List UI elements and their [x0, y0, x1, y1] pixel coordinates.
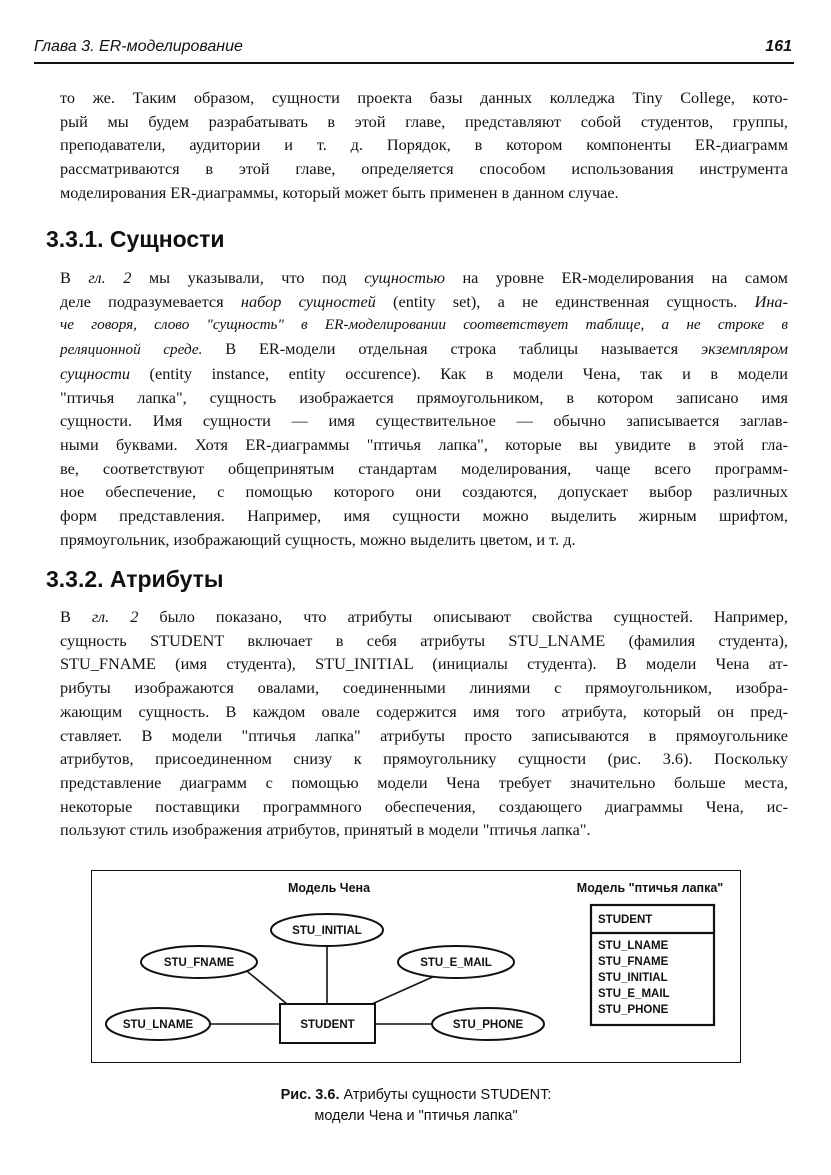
crowsfoot-entity-name: STUDENT	[598, 914, 653, 926]
crowsfoot-attribute: STU_LNAME	[598, 940, 669, 952]
er-diagram-svg	[92, 871, 742, 1064]
text-line: В гл. 2 мы указывали, что под сущностью на уровне ER-моделирования на самом	[60, 268, 788, 287]
attribute-label: STU_FNAME	[163, 957, 235, 969]
text-line: атрибутов, присоединенном снизу к прямоугольнику сущности (рис. 3.6). Поскольку	[60, 749, 788, 769]
text-line: В гл. 2 было показано, что атрибуты описывают свойства сущностей. Например,	[60, 607, 788, 626]
text-line: ное обеспечение, с помощью которого они создаются, допускает выбор различных	[60, 482, 788, 502]
crowsfoot-model-title: Модель "птичья лапка"	[576, 881, 724, 895]
text-line: некоторые поставщики программного обеспечения, создающего диаграммы Чена, ис-	[60, 796, 788, 816]
intro-paragraph	[60, 86, 788, 205]
entities-paragraph	[60, 266, 788, 551]
page-number: 161	[765, 38, 792, 55]
text-line: рый мы будем разрабатывать в этой главе, представляют собой студентов, группы,	[60, 111, 788, 131]
crowsfoot-attribute: STU_FNAME	[598, 956, 669, 968]
text-line: сущности. Имя сущности — имя существительное — обычно записывается заглав-	[60, 411, 788, 431]
figure-caption	[90, 1085, 742, 1127]
text-line: преподаватели, аудитории и т. д. Порядок, в котором компоненты ER-диаграмм	[60, 135, 788, 155]
text-line: пользуют стиль изображения атрибутов, принятый в модели "птичья лапка".	[60, 820, 591, 840]
text-line: рибуты изображаются овалами, соединенными линиями с прямоугольником, изобра-	[60, 678, 788, 698]
chen-model-title: Модель Чена	[287, 881, 371, 895]
text-line: представление диаграмм с помощью модели Чена требует значительно больше места,	[60, 772, 788, 792]
figure-er-diagram	[91, 870, 741, 1063]
section-heading-entities: 3.3.1. Сущности	[46, 226, 225, 252]
text-line: реляционной среде. В ER-модели отдельная строка таблицы называется экземпляром	[60, 339, 788, 359]
text-line: прямоугольник, изображающий сущность, можно выделить цветом, и т. д.	[60, 529, 576, 549]
crowsfoot-attribute: STU_E_MAIL	[598, 988, 670, 1000]
caption-line: модели Чена и "птичья лапка"	[314, 1108, 518, 1124]
text-line: моделирования ER-диаграммы, который может быть применен в данном случае.	[60, 182, 619, 202]
crowsfoot-attribute: STU_PHONE	[598, 1004, 669, 1016]
text-line: деле подразумевается набор сущностей (entity set), а не единственная сущность. Ина-	[60, 291, 788, 311]
caption-label: Рис. 3.6.	[280, 1087, 340, 1103]
text-line: жающим сущность. В каждом овале содержится имя того атрибута, который он пред-	[60, 701, 788, 721]
running-header	[34, 38, 794, 64]
attribute-label: STU_E_MAIL	[420, 957, 492, 969]
attribute-label: STU_PHONE	[452, 1019, 524, 1031]
text-line: сущность STUDENT включает в себя атрибуты STU_LNAME (фамилия студента),	[60, 630, 788, 650]
text-line: че говоря, слово "сущность" в ER-моделировании соответствует таблице, а не строке в	[60, 316, 788, 334]
text-line: то же. Таким образом, сущности проекта базы данных колледжа Tiny College, кото-	[60, 88, 788, 107]
chapter-title: Глава 3. ER-моделирование	[34, 38, 243, 55]
attribute-label: STU_INITIAL	[292, 925, 362, 937]
text-line: ставляет. В модели "птичья лапка" атрибуты просто записываются в прямоугольнике	[60, 725, 788, 745]
text-line: форм представления. Например, имя сущности можно выделить жирным шрифтом,	[60, 506, 788, 526]
attribute-label: STU_LNAME	[122, 1019, 194, 1031]
entity-label: STUDENT	[300, 1019, 355, 1031]
text-line: рассматриваются в этой главе, определяется способом использования инструмента	[60, 159, 788, 179]
caption-line: Рис. 3.6. Атрибуты сущности STUDENT:	[280, 1087, 552, 1103]
text-line: ве, соответствуют общепринятым стандартам моделирования, чаще всего программ-	[60, 458, 788, 478]
text-line: "птичья лапка", сущность изображается прямоугольником, в котором записано имя	[60, 387, 788, 407]
text-line: сущности (entity instance, entity occurence). Как в модели Чена, так и в модели	[60, 363, 788, 383]
section-heading-attributes: 3.3.2. Атрибуты	[46, 566, 224, 592]
attributes-paragraph	[60, 605, 788, 842]
text-line: STU_FNAME (имя студента), STU_INITIAL (инициалы студента). В модели Чена ат-	[60, 654, 788, 674]
crowsfoot-attribute: STU_INITIAL	[598, 972, 668, 984]
text-line: ными буквами. Хотя ER-диаграммы "птичья лапка", которые вы увидите в этой гла-	[60, 434, 788, 454]
